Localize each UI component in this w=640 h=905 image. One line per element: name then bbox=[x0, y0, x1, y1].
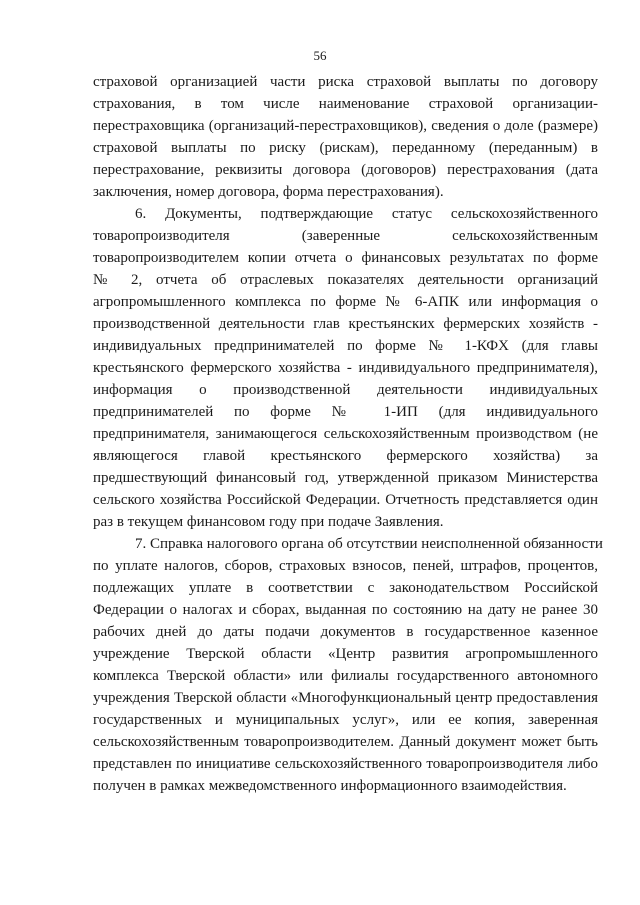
paragraph-6-start: 6. Документы, подтверждающие статус сельскохозяйственного bbox=[135, 206, 598, 222]
text-line: рабочих дней до даты подачи документов в государственное казенное bbox=[93, 624, 598, 640]
text-line: сельскохозяйственным товаропроизводителем. Данный документ может быть bbox=[93, 734, 598, 750]
text-line: перестрахование, реквизиты договора (договоров) перестрахования (дата bbox=[93, 162, 598, 178]
text-line: страховой выплаты по риску (рискам), переданному (переданным) в bbox=[93, 140, 598, 156]
text-line: получен в рамках межведомственного информационного взаимодействия. bbox=[93, 778, 567, 794]
text-line: раз в текущем финансовом году при подаче Заявления. bbox=[93, 514, 444, 530]
text-line: представлен по инициативе сельскохозяйственного товаропроизводителя либо bbox=[93, 756, 598, 772]
text-line: комплекса Тверской области» или филиалы государственного автономного bbox=[93, 668, 598, 684]
text-line: предпринимателя, занимающегося сельскохозяйственным производством (не bbox=[93, 426, 598, 442]
text-line: Федерации о налогах и сборах, выданная по состоянию на дату не ранее 30 bbox=[93, 602, 598, 618]
text-line: учреждения Тверской области «Многофункциональный центр предоставления bbox=[93, 690, 598, 706]
text-line: страховой организацией части риска страховой выплаты по договору bbox=[93, 74, 598, 90]
text-line: производственной деятельности глав крестьянских фермерских хозяйств - bbox=[93, 316, 598, 332]
text-line: № 2, отчета об отраслевых показателях деятельности организаций bbox=[93, 272, 598, 288]
text-line: крестьянского фермерского хозяйства - индивидуального предпринимателя), bbox=[93, 360, 598, 376]
text-line: страхования, в том числе наименование страховой организации- bbox=[93, 96, 598, 112]
text-line: учреждение Тверской области «Центр развития агропромышленного bbox=[93, 646, 598, 662]
text-line: подлежащих уплате в соответствии с законодательством Российской bbox=[93, 580, 598, 596]
text-line: информация о производственной деятельности индивидуальных bbox=[93, 382, 598, 398]
text-line: заключения, номер договора, форма перестрахования). bbox=[93, 184, 444, 200]
text-line: перестраховщика (организаций-перестраховщиков), сведения о доле (размере) bbox=[93, 118, 598, 134]
text-line: являющегося главой крестьянского фермерского хозяйства) за bbox=[93, 448, 598, 464]
text-line: по уплате налогов, сборов, страховых взносов, пеней, штрафов, процентов, bbox=[93, 558, 598, 574]
text-line: товаропроизводителем копии отчета о финансовых результатах по форме bbox=[93, 250, 598, 266]
text-line: сельского хозяйства Российской Федерации. Отчетность представляется один bbox=[93, 492, 598, 508]
page-number: 56 bbox=[313, 48, 327, 63]
text-line: государственных и муниципальных услуг», или ее копия, заверенная bbox=[93, 712, 598, 728]
text-line: товаропроизводителя (заверенные сельскохозяйственным bbox=[93, 228, 598, 244]
text-line: индивидуальных предпринимателей по форме № 1-КФХ (для главы bbox=[93, 338, 598, 354]
text-line: агропромышленного комплекса по форме № 6-АПК или информация о bbox=[93, 294, 598, 310]
paragraph-7-start: 7. Справка налогового органа об отсутствии неисполненной обязанности bbox=[135, 536, 603, 552]
text-line: предшествующий финансовый год, утвержденной приказом Министерства bbox=[93, 470, 598, 486]
text-line: предпринимателей по форме № 1-ИП (для индивидуального bbox=[93, 404, 598, 420]
